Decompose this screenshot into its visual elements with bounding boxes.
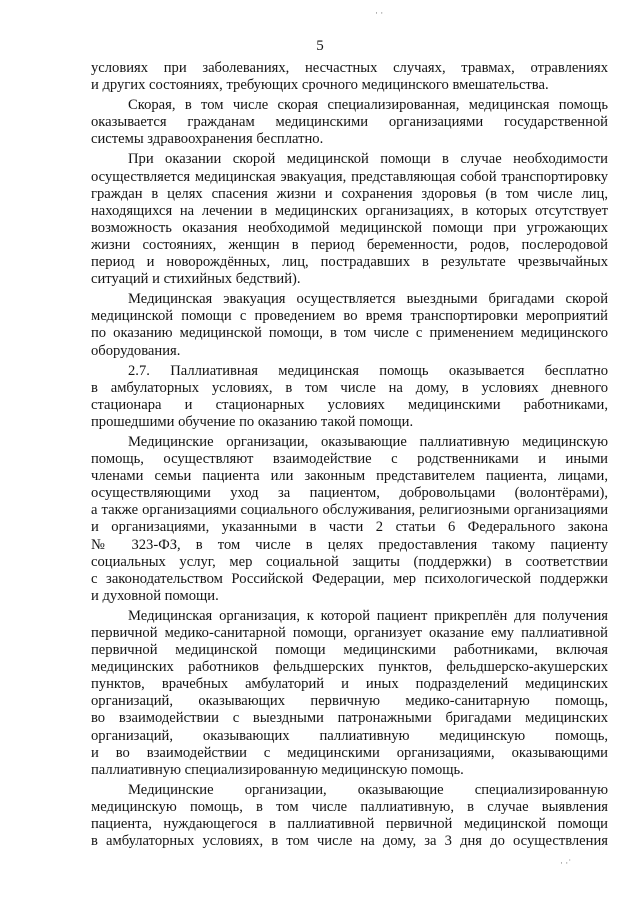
text-line: помощь, осуществляют взаимодействие с родственниками и иными [91,451,608,468]
text-line: находящихся на лечении в медицинских организациях, в которых отсутствует [91,202,608,219]
text-line: период и новорождённых, лиц, пострадавших в результате чрезвычайных [91,254,608,271]
paragraph [91,97,608,148]
text-line: паллиативную специализированную медицинскую помощь. [91,761,464,778]
text-line: и духовной помощи. [91,587,219,604]
text-line: первичной медико-санитарной помощи, организует оказание ему паллиативной [91,625,608,641]
text-line: социальных услуг, мер социальной защиты (поддержки) в соответствии [91,553,608,570]
text-line: оказывается гражданам медицинскими организациями государственной [91,114,608,131]
text-line: Медицинская организация, к которой пациент прикреплён для получения [128,607,608,624]
text-line: системы здравоохранения бесплатно. [91,131,324,148]
paragraph [91,291,608,359]
text-line: 2.7. Паллиативная медицинская помощь оказывается бесплатно [128,362,608,379]
text-line: пунктов, врачебных амбулаторий и иных подразделений медицинских [91,676,608,693]
text-line: а также организациями социального обслуживания, религиозными организациями [91,502,608,519]
text-line: с законодательством Российской Федерации, мер психологической поддержки [91,570,608,587]
text-line: организаций, оказывающих паллиативную медицинскую помощь, [91,727,608,744]
text-line: осуществляется медицинская эвакуация, представляющая собой транспортировку [91,168,608,185]
page-number: 5 [316,38,324,54]
text-line: медицинскую помощь, в том числе паллиативную, в случае выявления [91,798,608,815]
text-line: и других состояниях, требующих срочного медицинского вмешательства. [91,77,549,94]
text-line: во взаимодействии с выездными патронажными бригадами медицинских [91,710,608,727]
document-body [91,60,608,850]
text-line: возможность оказания необходимой медицинской помощи при угрожающих [91,219,608,236]
paragraph [91,608,608,779]
text-line: Скорая, в том числе скорая специализированная, медицинская помощь [128,97,608,114]
text-line: ситуаций и стихийных бедствий). [91,271,301,288]
text-line: Медицинские организации, оказывающие паллиативную медицинскую [128,433,608,450]
text-line: Медицинские организации, оказывающие специализированную [128,781,608,798]
scan-speck-bottom: · ·˙ [560,858,572,868]
text-line: условиях при заболеваниях, несчастных случаях, травмах, отравлениях [91,60,608,76]
text-line: стационара и стационарных условиях медицинскими работниками, [91,396,608,413]
text-line: осуществляющими уход за пациентом, добровольцами (волонтёрами), [91,485,608,502]
text-line: оборудования. [91,342,181,359]
text-line: № 323-ФЗ, в том числе в целях предоставления такому пациенту [91,536,608,553]
text-line: организаций, оказывающих первичную медико-санитарную помощь, [91,693,608,710]
paragraph [91,363,608,431]
paragraph [91,434,608,605]
text-line: При оказании скорой медицинской помощи в случае необходимости [128,151,608,168]
text-line: прошедшими обучение по оказанию такой помощи. [91,413,414,430]
text-line: Медицинская эвакуация осуществляется выездными бригадами скорой [128,291,608,308]
paragraph [91,782,608,850]
scan-speck-top: · · [375,8,384,18]
text-line: в амбулаторных условиях, в том числе на дому, в условиях дневного [91,379,608,396]
text-line: граждан в целях спасения жизни и сохранения здоровья (в том числе лиц, [91,185,608,202]
paragraph [91,151,608,288]
text-line: и организациями, указанными в части 2 статьи 6 Федерального закона [91,519,608,536]
text-line: по оказанию медицинской помощи, в том числе с применением медицинского [91,325,608,342]
text-line: пациента, нуждающегося в паллиативной первичной медицинской помощи [91,816,608,833]
text-line: медицинской помощи с проведением во время транспортировки мероприятий [91,308,608,325]
text-line: медицинских работников фельдшерских пунктов, фельдшерско-акушерских [91,659,608,676]
text-line: членами семьи пациента или законным представителем пациента, лицами, [91,468,608,485]
text-line: жизни состояниях, женщин в период беременности, родов, послеродовой [91,236,608,253]
paragraph [91,60,608,94]
text-line: первичной медицинской помощи медицинскими работниками, включая [91,642,608,659]
text-line: и во взаимодействии с медицинскими организациями, оказывающими [91,744,608,761]
text-line: в амбулаторных условиях, в том числе на дому, за 3 дня до осуществления [91,833,608,850]
